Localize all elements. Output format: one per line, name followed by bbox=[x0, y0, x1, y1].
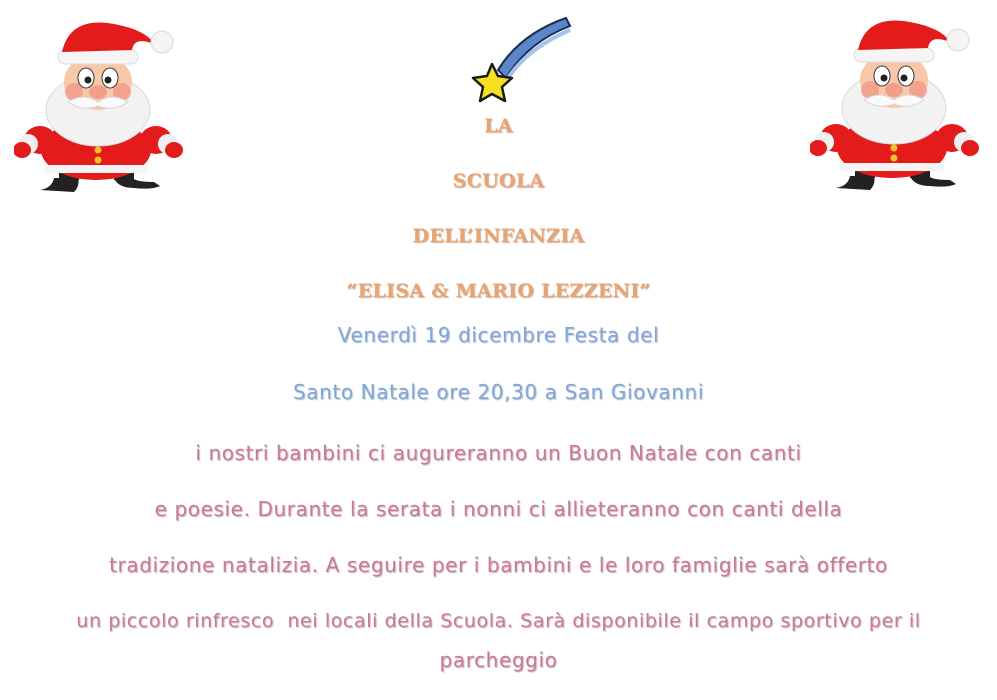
santa-claus-icon bbox=[14, 10, 184, 195]
body-text-line: tradizione natalizia. A seguire per i bambini e le loro famiglie sarà offerto bbox=[109, 553, 888, 577]
shooting-star-icon bbox=[470, 12, 575, 104]
body-text-line: un piccolo rinfresco nei locali della Scuola. Sarà disponibile il campo sportivo per il bbox=[76, 610, 921, 632]
body-text-line: e poesie. Durante la serata i nonni ci allieteranno con canti della bbox=[154, 497, 843, 521]
event-date-line: Venerdì 19 dicembre Festa del bbox=[337, 323, 660, 347]
body-text-line: i nostri bambini ci augureranno un Buon Natale con canti bbox=[195, 441, 802, 465]
heading-line-scuola: SCUOLA bbox=[452, 170, 545, 192]
heading-line-infanzia: DELL’INFANZIA bbox=[412, 225, 585, 247]
santa-claus-icon bbox=[810, 8, 980, 193]
heading-line-la: LA bbox=[484, 115, 513, 137]
body-text-line: parcheggio bbox=[439, 648, 558, 672]
heading-line-school-name: “ELISA & MARIO LEZZENI” bbox=[346, 280, 651, 302]
event-time-place-line: Santo Natale ore 20,30 a San Giovanni bbox=[293, 380, 704, 404]
